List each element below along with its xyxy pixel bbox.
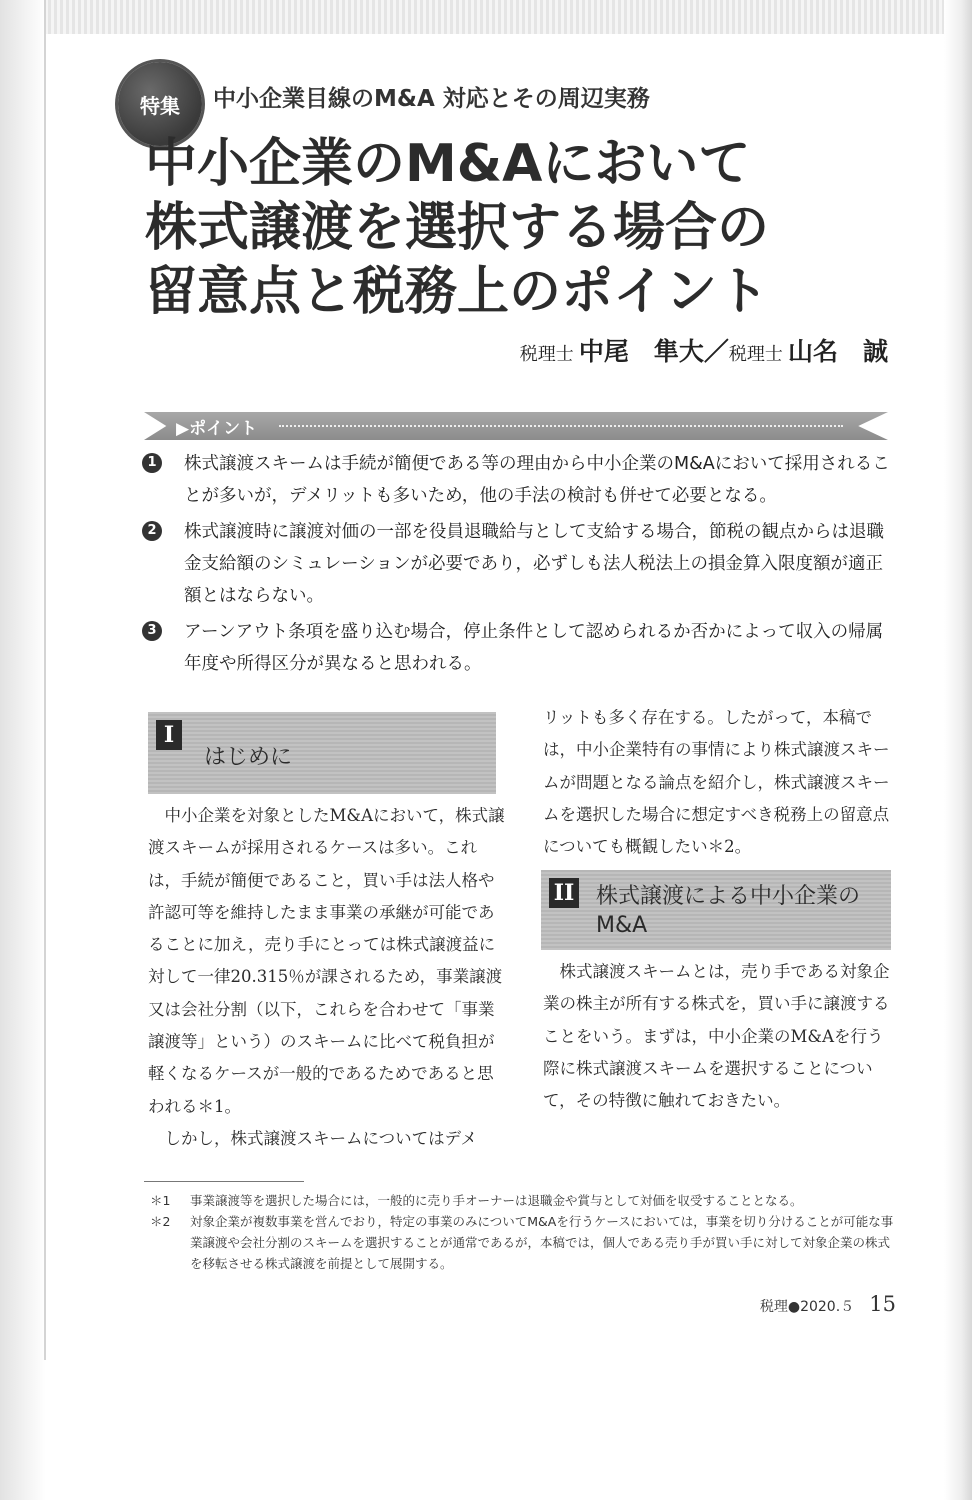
author-1-role: 税理士 bbox=[519, 344, 574, 365]
point-number-3: 3 bbox=[142, 621, 162, 641]
right-column-continuation: リットも多く存在する。したがって，本稿では，中小企業特有の事情により株式譲渡スキームが問題となる論点を紹介し，株式譲渡スキームを選択した場合に想定すべき税務上の留意点についても概観したい＊2。 bbox=[543, 708, 890, 857]
footnote-1-text: 事業譲渡等を選択した場合には，一般的に売り手オーナーは退職金や賞与として対価を収受することとなる。 bbox=[190, 1193, 803, 1208]
scan-shadow-right bbox=[944, 0, 972, 1500]
scan-shadow-left bbox=[0, 0, 46, 1500]
footnote-2-text: 対象企業が複数事業を営んでおり，特定の事業のみについてM&Aを行うケースにおいては，事業を切り分けることが可能な事業譲渡や会社分割のスキームを選択することが通常であるが，本稿では，個人である売り手が買い手に対して対象企業の株式を移転させる株式譲渡を前提として展開する。 bbox=[190, 1214, 894, 1271]
section-1-paragraph-2: しかし，株式譲渡スキームについてはデメ bbox=[164, 1128, 478, 1148]
footnote-2-mark: ＊2 bbox=[150, 1214, 171, 1229]
magazine-issue: 税理●2020.５ bbox=[759, 1299, 855, 1315]
page-footer bbox=[760, 1292, 896, 1316]
feature-badge: 特集 bbox=[118, 62, 202, 146]
section-1-paragraph-1: 中小企業を対象としたM&Aにおいて，株式譲渡スキームが採用されるケースは多い。これは，手続が簡便であること，買い手は法人格や許認可等を維持したまま事業の承継が可能であることに加え，売り手にとっては株式譲渡益に対して一律20.315％が課されるため，事業譲渡又は会社分割（以下，これらを合わせて「事業譲渡等」という）のスキームに比べて税負担が軽くなるケースが一般的であるためであると思われる＊1。 bbox=[148, 806, 505, 1116]
article-title bbox=[145, 132, 769, 324]
point-item bbox=[144, 616, 896, 680]
author-2-name: 山名 誠 bbox=[787, 337, 888, 366]
section-2-title-line-1: 株式譲渡による中小企業の bbox=[596, 884, 861, 909]
point-item bbox=[144, 516, 896, 612]
author-byline bbox=[520, 332, 888, 368]
point-number-1: 1 bbox=[142, 453, 162, 473]
point-header-dots bbox=[279, 425, 843, 427]
section-2-paragraph: 株式譲渡スキームとは，売り手である対象企業の株主が所有する株式を，買い手に譲渡することをいう。まずは，中小企業のM&Aを行う際に株式譲渡スキームを選択することについて，その特徴に触れておきたい。 bbox=[543, 962, 890, 1111]
footnote-rule bbox=[144, 1181, 304, 1182]
author-1-name: 中尾 隼大 bbox=[578, 337, 704, 366]
author-2-role: 税理士 bbox=[728, 344, 783, 365]
footnote-1-mark: ＊1 bbox=[150, 1193, 171, 1208]
right-column-body bbox=[543, 956, 895, 1117]
page-binding-line bbox=[44, 0, 46, 1360]
section-1-number: I bbox=[156, 720, 182, 750]
feature-series-title: 中小企業目線のM&A 対応とその周辺実務 bbox=[213, 86, 650, 112]
footnote-1 bbox=[150, 1190, 896, 1211]
section-2-number: II bbox=[549, 878, 579, 908]
section-1-title: はじめに bbox=[204, 745, 293, 770]
author-separator: ／ bbox=[703, 337, 729, 366]
title-line-3: 留意点と税務上のポイント bbox=[145, 262, 770, 322]
point-list bbox=[144, 448, 896, 684]
left-column-body bbox=[148, 800, 508, 1155]
right-column-top bbox=[543, 702, 895, 863]
scan-shadow-top bbox=[0, 0, 972, 34]
footnotes bbox=[150, 1190, 896, 1274]
section-2-heading bbox=[541, 870, 891, 950]
point-header-label: ▶ポイント bbox=[176, 419, 258, 439]
point-text-2: 株式譲渡時に譲渡対価の一部を役員退職給与として支給する場合，節税の観点からは退職金支給額のシミュレーションが必要であり，必ずしも法人税法上の損金算入限度額が適正額とはならない。 bbox=[184, 522, 884, 606]
point-text-1: 株式譲渡スキームは手続が簡便である等の理由から中小企業のM&Aにおいて採用されることが多いが，デメリットも多いため，他の手法の検討も併せて必要となる。 bbox=[184, 454, 890, 506]
point-text-3: アーンアウト条項を盛り込む場合，停止条件として認められるか否かによって収入の帰属年度や所得区分が異なると思われる。 bbox=[184, 622, 884, 674]
point-number-2: 2 bbox=[142, 521, 162, 541]
title-line-1: 中小企業のM&Aにおいて bbox=[145, 134, 751, 194]
footnote-2 bbox=[150, 1211, 896, 1274]
point-item bbox=[144, 448, 896, 512]
title-line-2: 株式譲渡を選択する場合の bbox=[145, 198, 770, 258]
page-number: 15 bbox=[869, 1292, 896, 1316]
section-2-title-line-2: M&A bbox=[596, 913, 648, 938]
section-1-heading bbox=[148, 712, 496, 794]
